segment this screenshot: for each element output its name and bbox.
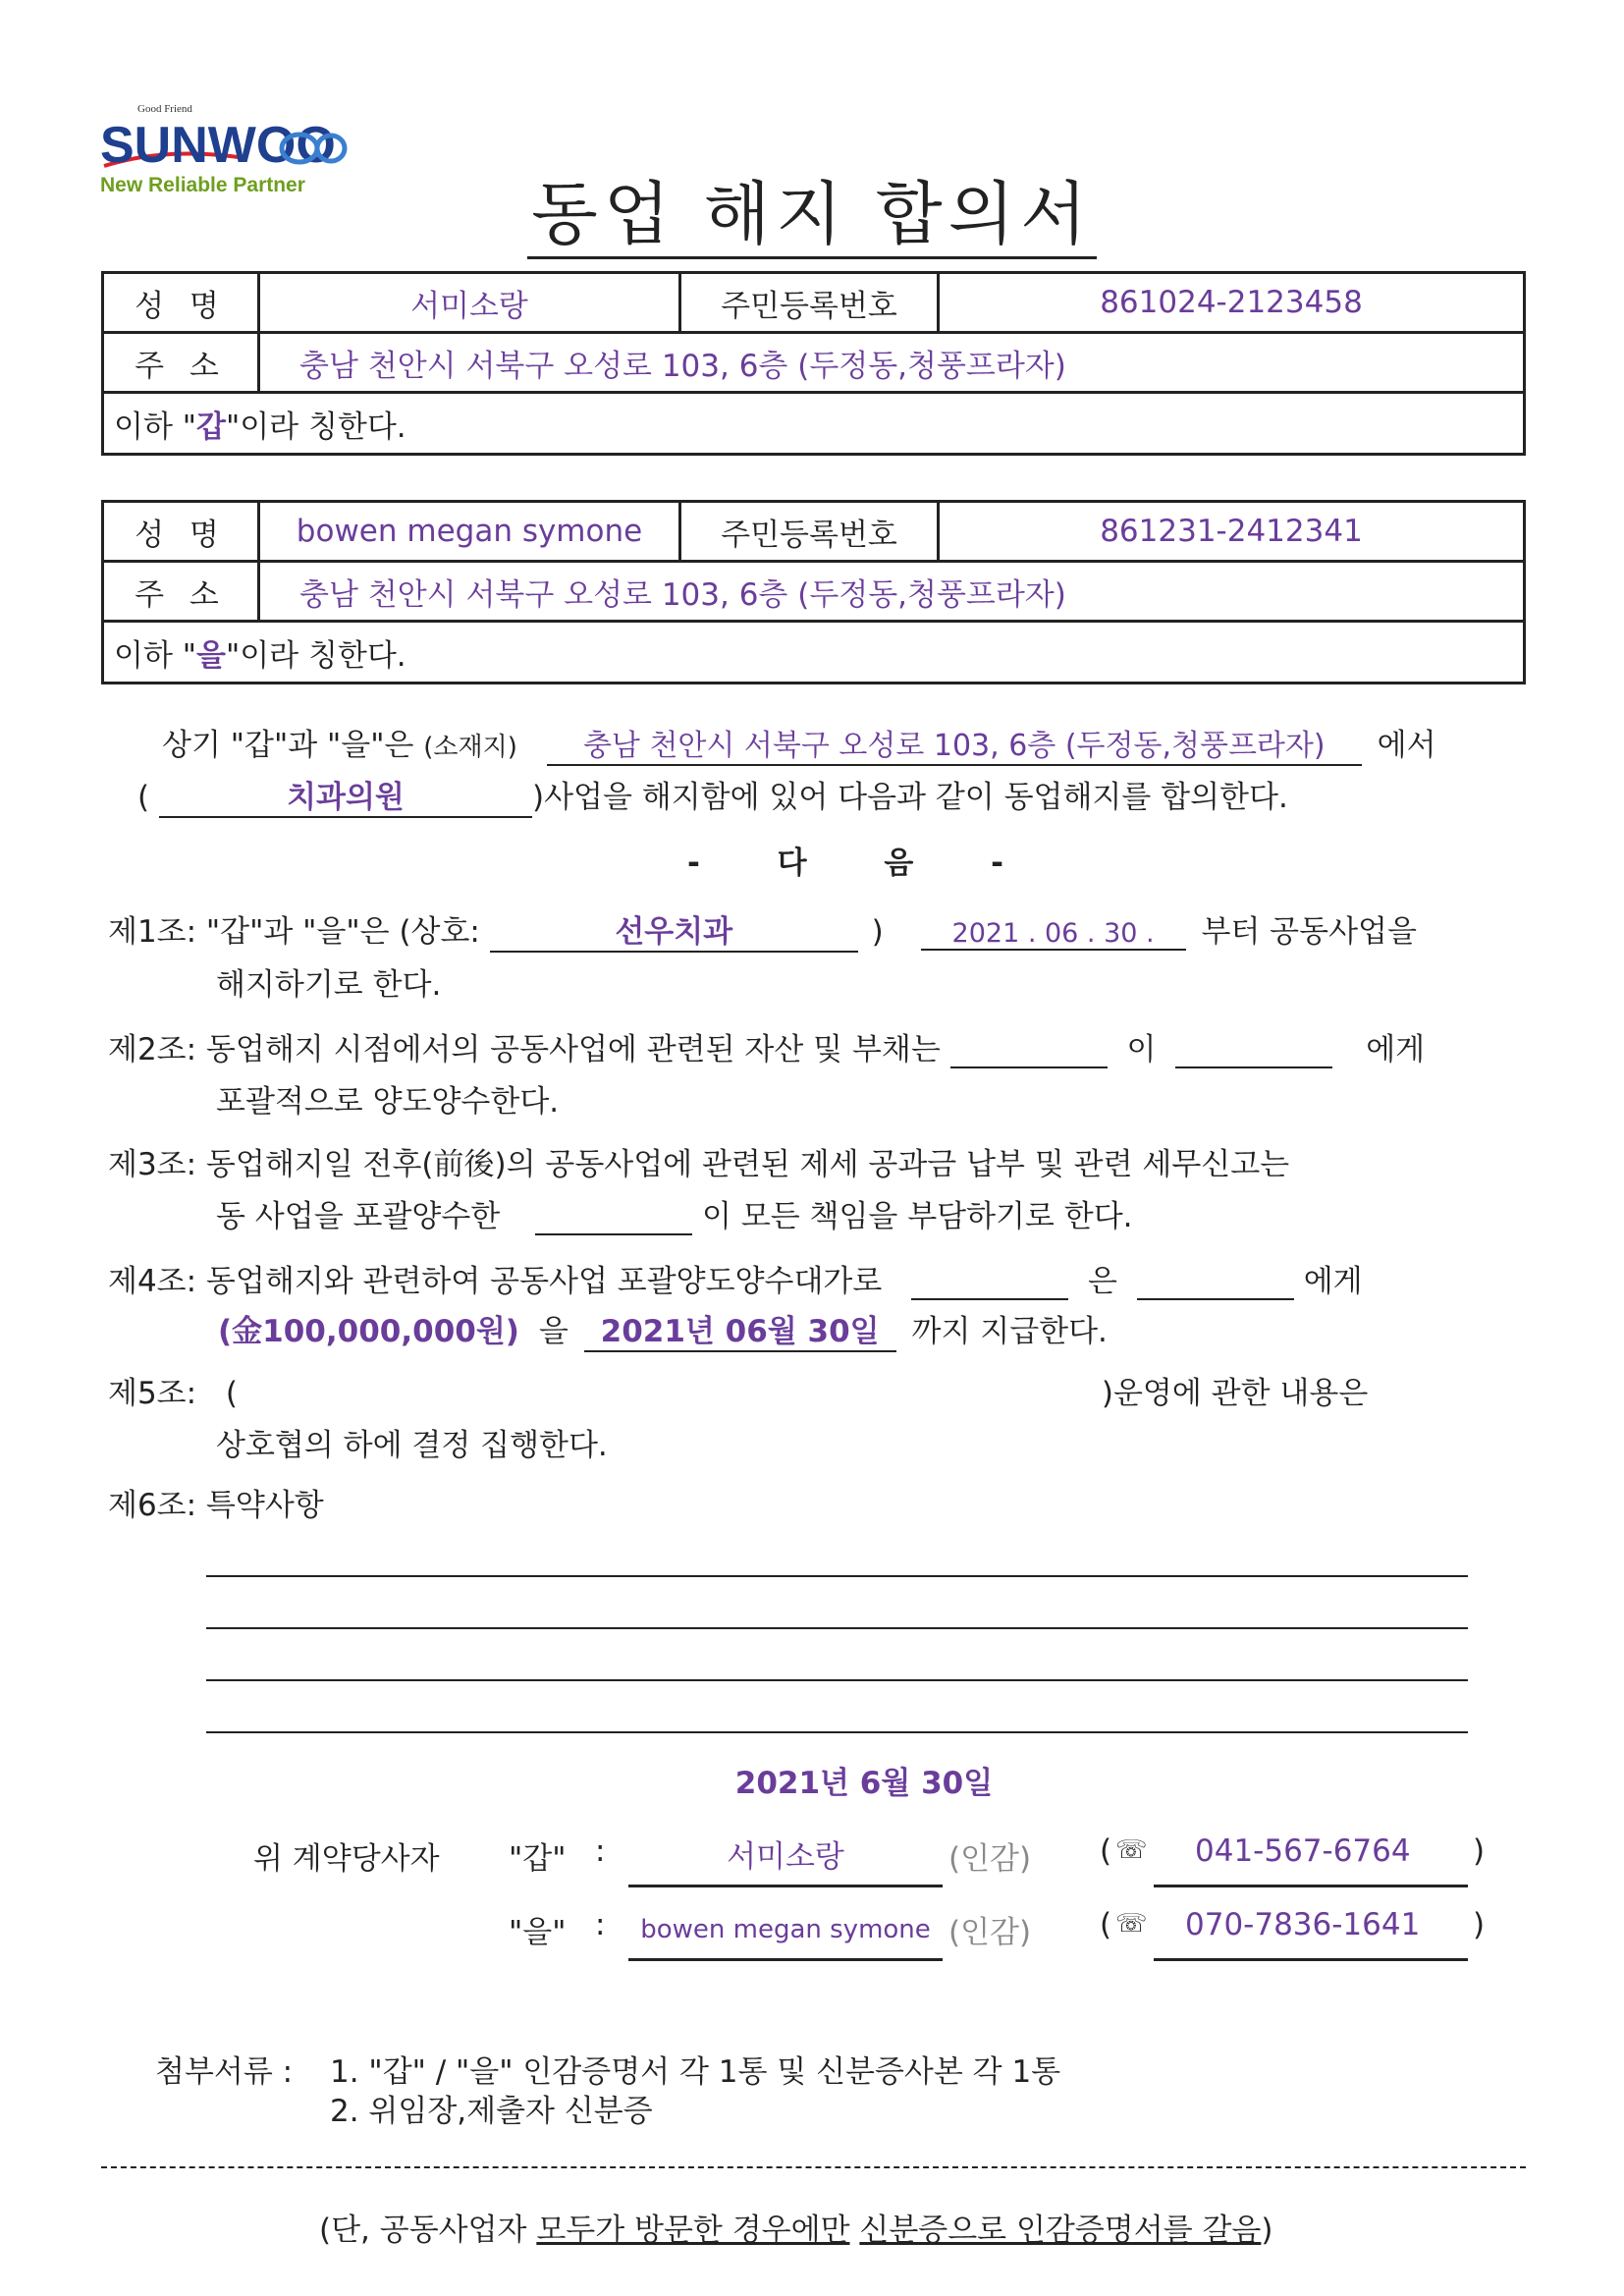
article-2-line-2: 포괄적으로 양도양수한다. xyxy=(216,1084,560,1120)
intro-business: 치과의원 xyxy=(159,772,532,818)
attachments-label: 첨부서류 : xyxy=(155,2054,294,2090)
logo-good-friend: Good Friend xyxy=(137,103,192,115)
party-b-name-label: 성 명 xyxy=(103,502,259,562)
heading-next: - 다 음 - xyxy=(687,846,1038,881)
divider xyxy=(101,2166,1526,2168)
special-terms-line-1 xyxy=(206,1575,1468,1577)
signer-b-colon: : xyxy=(595,1907,606,1942)
signer-a-key: "갑" xyxy=(509,1841,567,1877)
party-a-address: 충남 천안시 서북구 오성로 103, 6층 (두정동,청풍프라자) xyxy=(259,333,1525,393)
signer-a-colon: : xyxy=(595,1833,606,1869)
intro-location: 충남 천안시 서북구 오성로 103, 6층 (두정동,청풍프라자) xyxy=(547,721,1362,766)
logo-tagline: New Reliable Partner xyxy=(100,174,305,196)
special-terms-line-3 xyxy=(206,1679,1468,1681)
logo-brand-text: SUNWOO xyxy=(100,117,336,174)
signer-a-phone-close: ) xyxy=(1473,1833,1486,1869)
party-a-id-number: 861024-2123458 xyxy=(939,273,1525,333)
article-2-line-1: 제2조: 동업해지 시점에서의 공동사업에 관련된 자산 및 부채는 이 에게 xyxy=(108,1032,1426,1067)
footnote: (단, 공동사업자 모두가 방문한 경우에만 신분증으로 인감증명서를 갈음) xyxy=(319,2213,1273,2248)
signer-a-phone: 041-567-6764 xyxy=(1195,1833,1411,1869)
sign-date: 2021년 6월 30일 xyxy=(734,1766,994,1801)
signer-b-phone: 070-7836-1641 xyxy=(1185,1907,1421,1942)
party-b-id-label: 주민등록번호 xyxy=(680,502,939,562)
party-b-note: 이하 "을"이라 칭한다. xyxy=(103,622,1525,683)
special-terms-line-2 xyxy=(206,1627,1468,1629)
signer-b-phone-close: ) xyxy=(1473,1907,1486,1942)
party-b-address-label: 주 소 xyxy=(103,562,259,622)
party-a-name-label: 성 명 xyxy=(103,273,259,333)
signer-b-key: "을" xyxy=(509,1915,567,1950)
party-b-name: bowen megan symone xyxy=(259,502,680,562)
article-4-date: 2021년 06월 30일 xyxy=(584,1306,896,1352)
phone-icon: ☏ xyxy=(1115,1909,1148,1939)
article-1-date: 2021 . 06 . 30 . xyxy=(921,918,1186,951)
party-b-address: 충남 천안시 서북구 오성로 103, 6층 (두정동,청풍프라자) xyxy=(259,562,1525,622)
intro-line-2: ( 치과의원 )사업을 해지함에 있어 다음과 같이 동업해지를 합의한다. xyxy=(137,772,1288,818)
signer-b-seal: (인감) xyxy=(948,1915,1032,1950)
article-1-line-2: 해지하기로 한다. xyxy=(216,967,442,1003)
party-a-note: 이하 "갑"이라 칭한다. xyxy=(103,393,1525,455)
article-3-line-2: 동 사업을 포괄양수한 이 모든 책임을 부담하기로 한다. xyxy=(216,1199,1133,1234)
attachment-item-1: 1. "갑" / "을" 인감증명서 각 1통 및 신분증사본 각 1통 xyxy=(330,2054,1061,2090)
phone-icon: ☏ xyxy=(1115,1835,1148,1865)
article-5-line-2: 상호협의 하에 결정 집행한다. xyxy=(216,1428,608,1463)
party-a-address-label: 주 소 xyxy=(103,333,259,393)
intro-line-1: 상기 "갑"과 "을"은 (소재지) 충남 천안시 서북구 오성로 103, 6층 (두정동,청풍프라자) 에서 xyxy=(162,720,1436,766)
article-4-line-2: (金100,000,000원) 을 2021년 06월 30일 까지 지급한다. xyxy=(218,1306,1108,1352)
party-a-id-label: 주민등록번호 xyxy=(680,273,939,333)
article-1-trade-name: 선우치과 xyxy=(490,906,858,953)
article-4-amount: (金100,000,000원) xyxy=(218,1314,519,1349)
signer-b-name: bowen megan symone xyxy=(628,1907,943,1961)
document-title: 동업 해지 합의서 xyxy=(0,159,1624,258)
article-3-line-1: 제3조: 동업해지일 전후(前後)의 공동사업에 관련된 제세 공과금 납부 및 관련 세무신고는 xyxy=(108,1147,1290,1182)
article-1-line-1: 제1조: "갑"과 "을"은 (상호: 선우치과 ) 2021 . 06 . 30 . 부터 공동사업을 xyxy=(108,906,1417,953)
attachment-item-2: 2. 위임장,제출자 신분증 xyxy=(330,2094,653,2129)
special-terms-line-4 xyxy=(206,1731,1468,1733)
party-a-name: 서미소랑 xyxy=(259,273,680,333)
party-b-id-number: 861231-2412341 xyxy=(939,502,1525,562)
party-a-table xyxy=(101,271,1526,456)
signer-a-phone-open: ( xyxy=(1100,1833,1112,1869)
signer-a-seal: (인감) xyxy=(948,1841,1032,1877)
party-b-table xyxy=(101,500,1526,684)
article-5-line-1: 제5조: ( )운영에 관한 내용은 xyxy=(108,1376,1369,1411)
signer-b-phone-open: ( xyxy=(1100,1907,1112,1942)
signer-a-name: 서미소랑 xyxy=(628,1831,943,1887)
article-4-line-1: 제4조: 동업해지와 관련하여 공동사업 포괄양도양수대가로 은 에게 xyxy=(108,1264,1363,1299)
signer-label: 위 계약당사자 xyxy=(253,1841,440,1877)
article-6-line: 제6조: 특약사항 xyxy=(108,1488,324,1523)
